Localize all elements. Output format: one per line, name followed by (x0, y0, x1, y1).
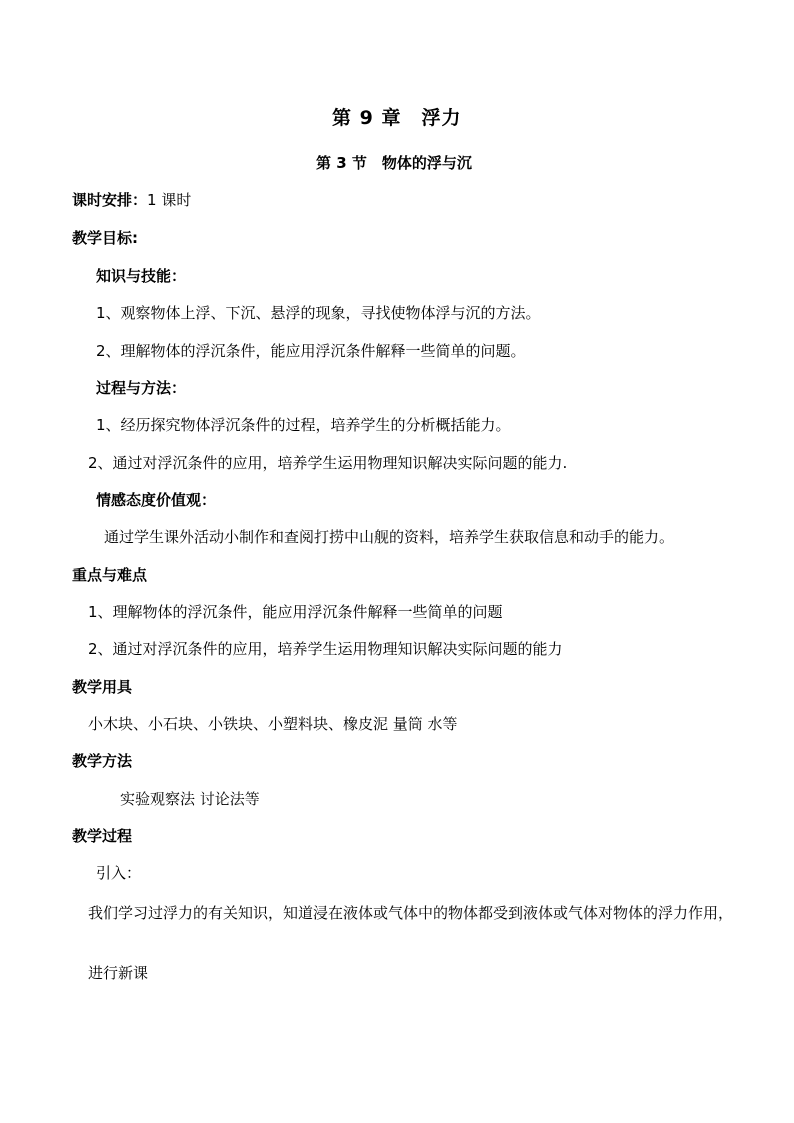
schedule-line (72, 190, 191, 210)
process2-heading: 教学过程 (72, 827, 133, 845)
keypoints-item-2: 2、通过对浮沉条件的应用，培养学生运用物理知识解决实际问题的能力 (88, 640, 563, 658)
new-lesson: 进行新课 (88, 964, 149, 982)
process-item-1: 1、经历探究物体浮沉条件的过程，培养学生的分析概括能力。 (96, 416, 511, 434)
intro-text: 我们学习过浮力的有关知识，知道浸在液体或气体中的物体都受到液体或气体对物体的浮力作用， (88, 904, 734, 922)
schedule-label: 课时安排： (72, 191, 148, 209)
knowledge-item-1: 1、观察物体上浮、下沉、悬浮的现象，寻找使物体浮与沉的方法。 (96, 304, 541, 322)
process-heading: 过程与方法： (96, 379, 187, 397)
objectives-heading: 教学目标: (72, 229, 138, 247)
tools-heading: 教学用具 (72, 678, 133, 696)
keypoints-item-1: 1、理解物体的浮沉条件，能应用浮沉条件解释一些简单的问题 (88, 603, 503, 621)
chapter-title: 第 9 章 浮力 (332, 107, 462, 129)
section-title: 第 3 节 物体的浮与沉 (316, 154, 472, 172)
attitude-text: 通过学生课外活动小制作和查阅打捞中山舰的资料，培养学生获取信息和动手的能力。 (104, 528, 675, 546)
schedule-value: 1 课时 (147, 191, 192, 209)
intro-label: 引入： (96, 864, 142, 882)
process-item-2: 2、通过对浮沉条件的应用，培养学生运用物理知识解决实际问题的能力. (88, 454, 568, 472)
knowledge-item-2: 2、理解物体的浮沉条件，能应用浮沉条件解释一些简单的问题。 (96, 342, 526, 360)
attitude-heading: 情感态度价值观： (96, 491, 217, 509)
knowledge-heading: 知识与技能： (96, 267, 187, 285)
methods-text: 实验观察法 讨论法等 (120, 790, 260, 808)
keypoints-heading: 重点与难点 (72, 566, 148, 584)
tools-text: 小木块、小石块、小铁块、小塑料块、橡皮泥 量筒 水等 (88, 715, 458, 733)
methods-heading: 教学方法 (72, 752, 133, 770)
